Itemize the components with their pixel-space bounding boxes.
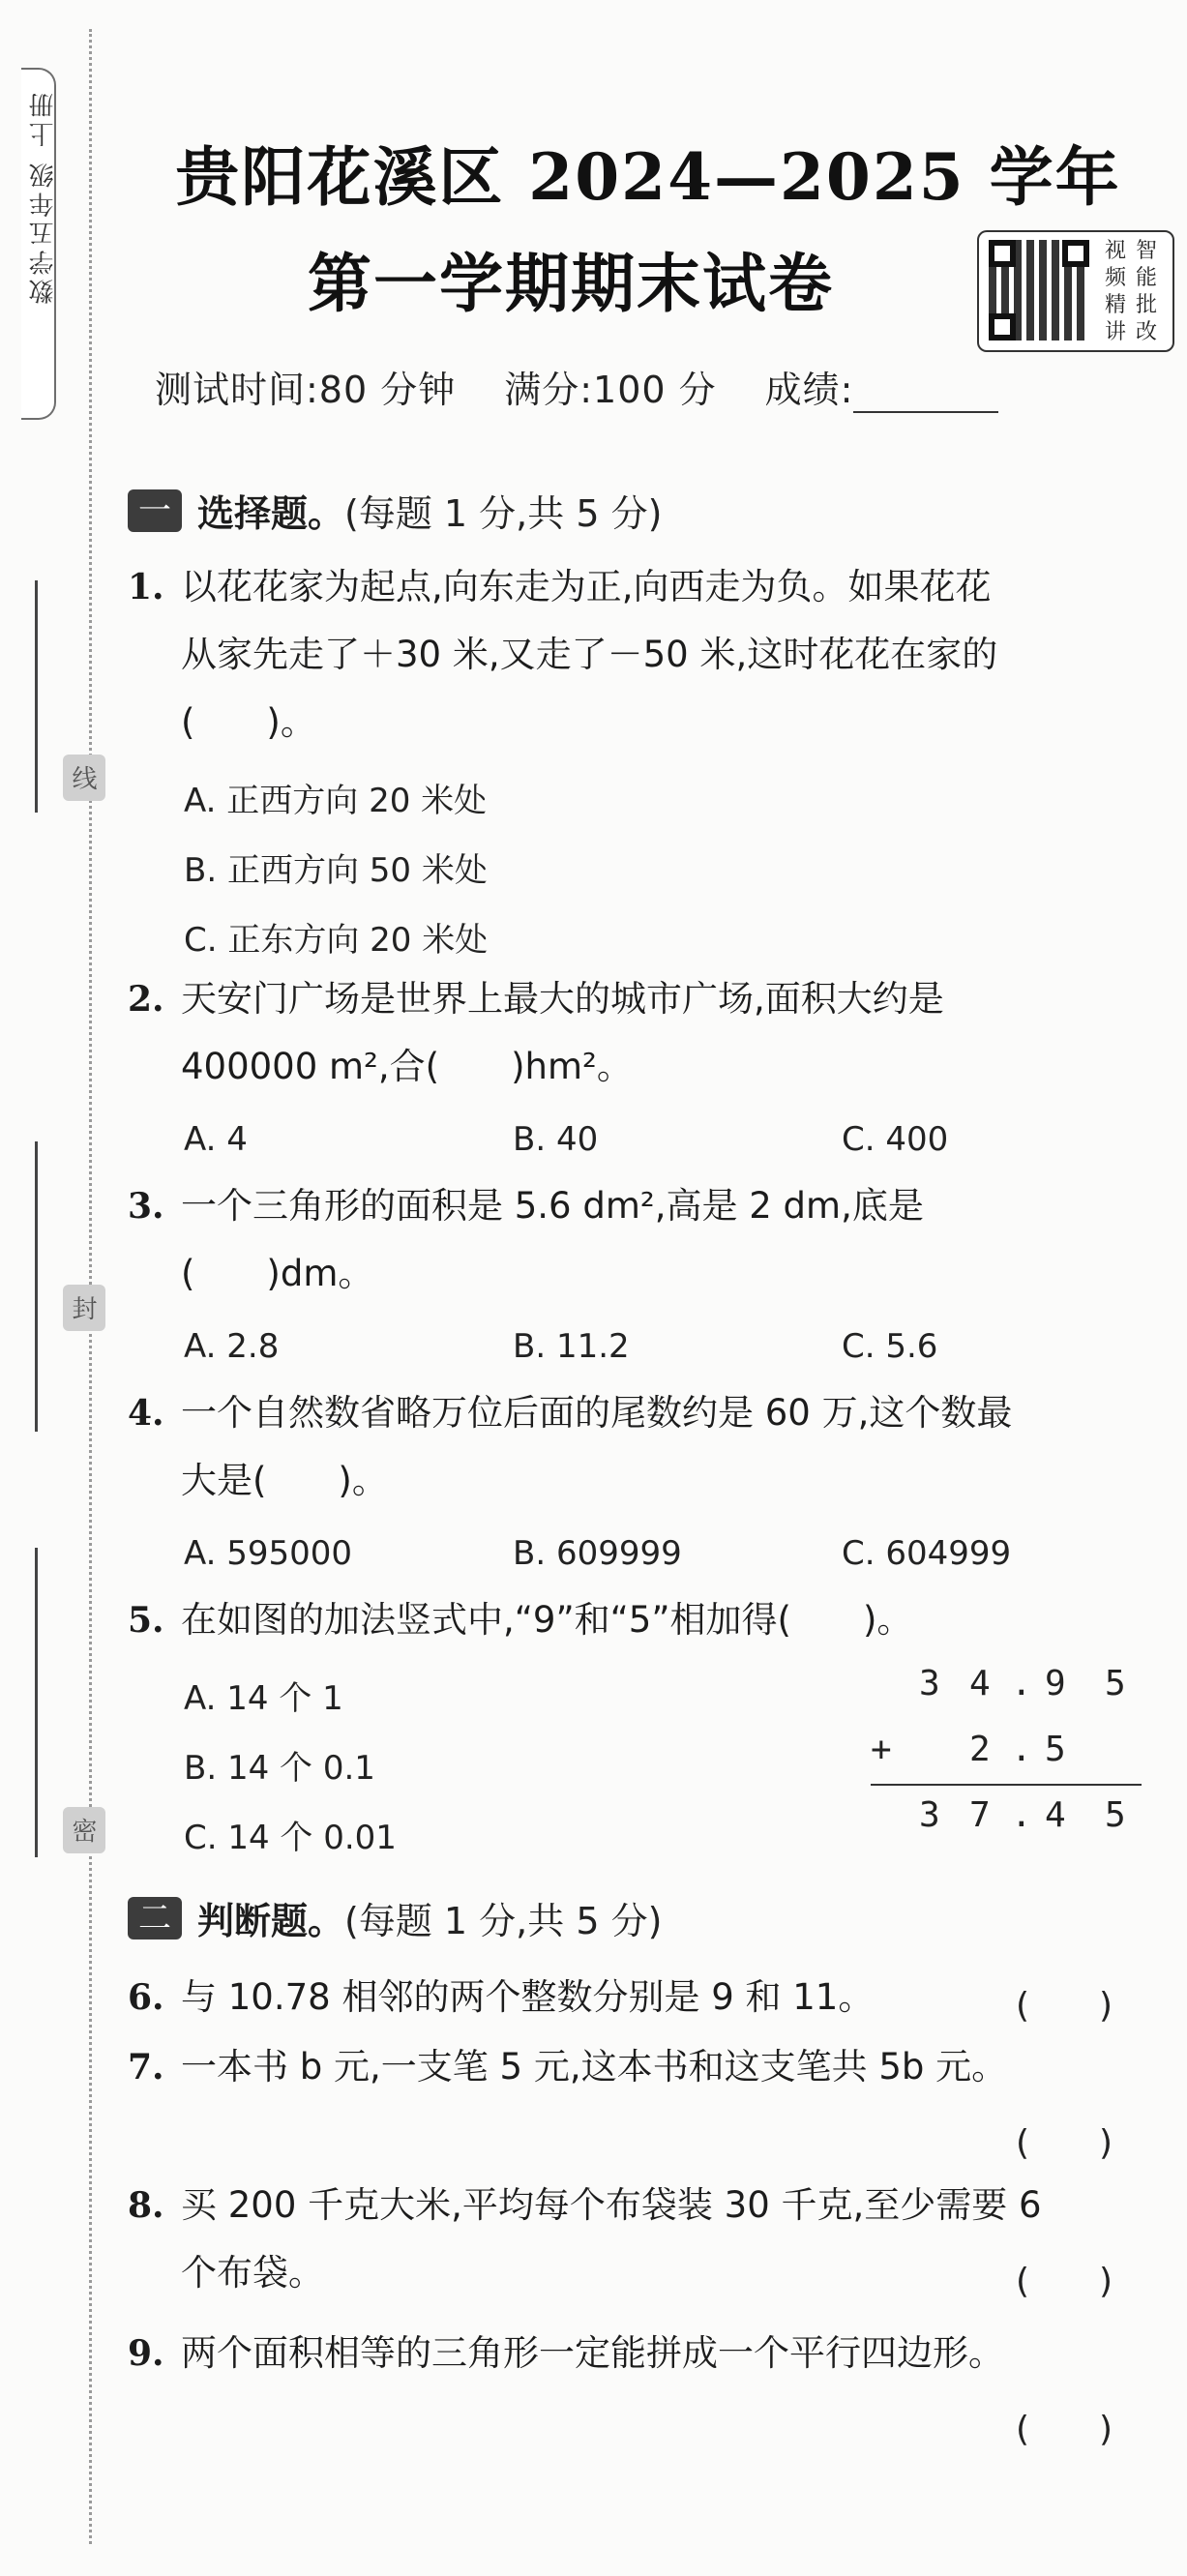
question-number: 1.: [128, 567, 164, 607]
digit: .: [1011, 1664, 1032, 1703]
question-2: [128, 965, 1158, 1101]
digit: 4: [1045, 1795, 1066, 1835]
question-stem-line[interactable]: 大是( )。: [181, 1460, 388, 1501]
option-b[interactable]: B. 40: [513, 1120, 599, 1159]
score-label: 成绩:: [764, 369, 854, 411]
option-c[interactable]: C. 400: [842, 1120, 949, 1159]
exam-title-line2: 第一学期期末试卷: [308, 246, 834, 321]
digit: 3: [919, 1664, 940, 1703]
digit: 5: [1105, 1664, 1126, 1703]
answer-parentheses[interactable]: ( ): [1016, 2123, 1113, 2163]
plus-sign: +: [871, 1730, 892, 1769]
digit: .: [1011, 1730, 1032, 1769]
margin-mark-tight: 密: [63, 1807, 105, 1853]
question-3: [128, 1172, 1158, 1308]
subject-tab-label: 数学五年级 上册: [29, 89, 58, 305]
digit: 2: [969, 1730, 991, 1769]
option-c[interactable]: C. 14 个 0.01: [184, 1819, 397, 1857]
option-c[interactable]: C. 604999: [842, 1534, 1012, 1573]
qr-label: 视: [1105, 239, 1127, 263]
addend-row-1: [851, 1664, 1142, 1712]
question-number: 9.: [128, 2333, 164, 2374]
sum-row: [851, 1795, 1142, 1844]
question-1: [128, 553, 1158, 756]
question-number: 5.: [128, 1600, 164, 1641]
question-6: [128, 1964, 1158, 2031]
binding-margin: [0, 0, 126, 2576]
option-b[interactable]: B. 正西方向 50 米处: [184, 851, 488, 890]
digit: .: [1011, 1795, 1032, 1835]
question-stem-line: 以花花家为起点,向东走为正,向西走为负。如果花花: [181, 566, 992, 607]
section-title: 判断题。: [197, 1900, 345, 1942]
score-input-line[interactable]: [853, 378, 998, 413]
digit: 4: [969, 1664, 991, 1703]
section-badge: 一: [128, 489, 182, 532]
question-stem-line: 两个面积相等的三角形一定能拼成一个平行四边形。: [181, 2332, 1004, 2374]
class-fill-line: [35, 1141, 38, 1432]
subject-tab: [21, 68, 56, 420]
qr-label: 能: [1136, 266, 1158, 290]
option-a[interactable]: A. 2.8: [184, 1327, 280, 1366]
digit: 5: [1105, 1795, 1126, 1835]
option-b[interactable]: B. 14 个 0.1: [184, 1749, 375, 1788]
qr-label: 频: [1105, 266, 1127, 290]
qr-finder-icon: [1062, 240, 1089, 267]
option-a[interactable]: A. 14 个 1: [184, 1679, 343, 1718]
question-stem-line[interactable]: 在如图的加法竖式中,“9”和“5”相加得( )。: [181, 1599, 913, 1641]
question-stem-line[interactable]: ( )。: [181, 701, 316, 743]
section-badge: 二: [128, 1897, 182, 1939]
exam-info: [155, 360, 1142, 413]
test-time: 测试时间:80 分钟: [155, 369, 457, 411]
option-a[interactable]: A. 595000: [184, 1534, 353, 1573]
question-stem-line: 一本书 b 元,一支笔 5 元,这本书和这支笔共 5b 元。: [181, 2046, 1008, 2087]
qr-finder-icon: [989, 240, 1016, 267]
option-a[interactable]: A. 4: [184, 1120, 248, 1159]
digit: 7: [969, 1795, 991, 1835]
option-b[interactable]: B. 609999: [513, 1534, 682, 1573]
question-number: 2.: [128, 979, 164, 1020]
exam-title-line1: 贵阳花溪区 2024—2025 学年: [175, 139, 1121, 215]
option-c[interactable]: C. 5.6: [842, 1327, 938, 1366]
question-number: 7.: [128, 2047, 164, 2087]
section-note: (每题 1 分,共 5 分): [344, 1900, 663, 1942]
question-number: 4.: [128, 1393, 164, 1434]
question-stem-line: 与 10.78 相邻的两个整数分别是 9 和 11。: [181, 1976, 875, 2018]
section-judge-header: [128, 1891, 1153, 1944]
question-7: [128, 2033, 1158, 2101]
question-5: [128, 1586, 1158, 1654]
section-choice-header: [128, 484, 1153, 537]
question-number: 3.: [128, 1186, 164, 1227]
question-stem-line: 天安门广场是世界上最大的城市广场,面积大约是: [181, 978, 944, 1020]
question-stem-line: 一个自然数省略万位后面的尾数约是 60 万,这个数最: [181, 1392, 1013, 1434]
question-stem-line[interactable]: ( )dm。: [181, 1253, 374, 1294]
answer-parentheses[interactable]: ( ): [1016, 2410, 1113, 2449]
margin-mark-line: 线: [63, 755, 105, 801]
qr-label: 改: [1136, 320, 1158, 344]
question-stem-line: 买 200 千克大米,平均每个布袋装 30 千克,至少需要 6: [181, 2184, 1042, 2226]
qr-label: 讲: [1105, 320, 1127, 344]
question-8: [128, 2172, 1158, 2307]
full-score: 满分:100 分: [504, 369, 717, 411]
question-stem-line[interactable]: 400000 m²,合( )hm²。: [181, 1046, 633, 1087]
answer-parentheses[interactable]: ( ): [1016, 2262, 1113, 2301]
digit: 9: [1045, 1664, 1066, 1703]
option-b[interactable]: B. 11.2: [513, 1327, 630, 1366]
question-number: 8.: [128, 2185, 164, 2226]
qr-label: 智: [1136, 239, 1158, 263]
school-fill-line: [35, 1548, 38, 1857]
section-title: 选择题。: [197, 492, 345, 535]
sum-rule: [871, 1784, 1142, 1786]
option-a[interactable]: A. 正西方向 20 米处: [184, 782, 488, 820]
qr-code-box[interactable]: [977, 230, 1174, 352]
digit: 3: [919, 1795, 940, 1835]
question-4: [128, 1379, 1158, 1515]
question-number: 6.: [128, 1977, 164, 2018]
qr-label: 精: [1105, 293, 1127, 317]
question-stem-line: 从家先走了＋30 米,又走了－50 米,这时花花在家的: [181, 634, 998, 675]
addend-row-2: [851, 1730, 1142, 1778]
question-stem-line: 个布袋。: [181, 2252, 324, 2294]
section-note: (每题 1 分,共 5 分): [344, 492, 663, 535]
qr-finder-icon: [989, 313, 1016, 341]
digit: 5: [1045, 1730, 1066, 1769]
name-fill-line: [35, 580, 38, 813]
margin-mark-seal: 封: [63, 1285, 105, 1331]
answer-parentheses[interactable]: ( ): [1016, 1986, 1113, 2026]
question-stem-line: 一个三角形的面积是 5.6 dm²,高是 2 dm,底是: [181, 1185, 924, 1227]
qr-label: 批: [1136, 293, 1158, 317]
option-c[interactable]: C. 正东方向 20 米处: [184, 921, 489, 960]
question-9: [128, 2320, 1158, 2387]
